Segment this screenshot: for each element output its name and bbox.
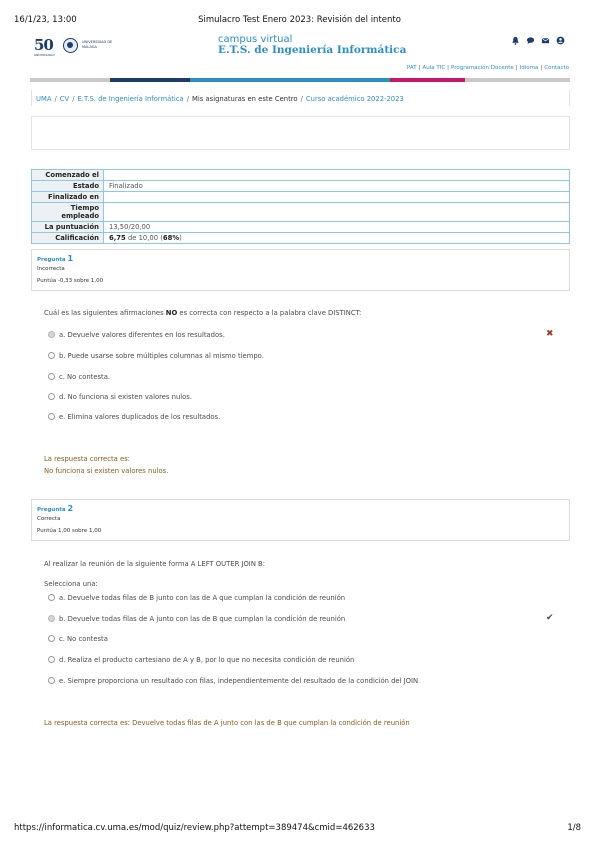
link-programacion-docente[interactable]: Programación Docente: [451, 65, 514, 71]
question-2-text: Al realizar la reunión de la siguiente forma A LEFT OUTER JOIN B:: [44, 560, 266, 568]
university-name: UNIVERSIDAD DE MÁLAGA: [82, 40, 113, 49]
anniversary-label: ANIVERSARIO: [34, 53, 55, 57]
question-1-option-a[interactable]: [48, 331, 225, 339]
question-2-number: [37, 504, 564, 513]
option-label: c. No contesta.: [59, 373, 111, 381]
link-aula-tic[interactable]: Aula TIC: [422, 65, 446, 71]
radio-button[interactable]: [48, 413, 55, 420]
question-2-option-d[interactable]: [48, 656, 354, 664]
campus-title[interactable]: campus virtual: [218, 34, 293, 45]
question-1-state: Incorrecta: [37, 266, 65, 272]
breadcrumb-separator: /: [300, 95, 303, 103]
summary-row: [32, 203, 570, 222]
breadcrumb-school[interactable]: E.T.S. de Ingeniería Informática: [77, 95, 184, 103]
grade-label: Calificación: [32, 233, 104, 244]
question-2-option-b[interactable]: [48, 615, 345, 623]
header-icons: [511, 36, 565, 45]
print-url: https://informatica.cv.uma.es/mod/quiz/review.php?attempt=389474&cmid=462633: [14, 823, 375, 833]
question-2-prompt: Selecciona una:: [44, 580, 98, 588]
question-2-state: Correcta: [37, 516, 61, 522]
link-separator: |: [447, 65, 450, 71]
radio-button[interactable]: [48, 594, 55, 601]
correct-mark-icon: ✔: [546, 613, 554, 623]
radio-button[interactable]: [48, 677, 55, 684]
option-label: b. Puede usarse sobre múltiples columnas al mismo tiempo.: [59, 352, 264, 360]
print-page-number: 1/8: [567, 823, 581, 833]
grade-percent: 68%: [162, 234, 180, 242]
summary-value: [104, 170, 570, 181]
radio-button[interactable]: [48, 656, 55, 663]
link-idioma[interactable]: Idioma: [519, 65, 539, 71]
summary-row: [32, 222, 570, 233]
question-1-text-start: Cuál es las siguientes afirmaciones: [44, 309, 164, 317]
question-2-feedback: La respuesta correcta es: Devuelve todas filas de A junto con las de B que cumplan la condición de reunión: [44, 719, 410, 727]
radio-button[interactable]: [48, 373, 55, 380]
summary-row-grade: [32, 233, 570, 244]
breadcrumb-divider: [569, 90, 570, 106]
summary-value: [104, 203, 570, 222]
breadcrumb-divider: [31, 90, 32, 106]
question-number-label: Pregunta: [37, 507, 66, 513]
color-bar-segment: [390, 78, 465, 82]
question-number: 2: [67, 504, 74, 513]
breadcrumb-separator: /: [72, 95, 75, 103]
question-1-text-emphasis: NO: [165, 309, 178, 317]
color-bar: [30, 78, 570, 82]
option-label: a. Devuelve valores diferentes en los resultados.: [59, 331, 225, 339]
university-logo[interactable]: [34, 36, 114, 60]
summary-row: [32, 181, 570, 192]
question-2-grade: Puntúa 1,00 sobre 1,00: [37, 528, 102, 534]
radio-button[interactable]: [48, 393, 55, 400]
anniversary-number: 50: [34, 36, 53, 54]
summary-row: [32, 170, 570, 181]
question-1-option-e[interactable]: [48, 413, 220, 421]
top-links: [407, 65, 569, 71]
question-1-text-end: es correcta con respecto a la palabra clave DISTINCT:: [179, 309, 362, 317]
breadcrumb-separator: /: [54, 95, 57, 103]
question-1-number: [37, 254, 564, 263]
question-1-text: [44, 309, 361, 317]
question-2-option-e[interactable]: [48, 677, 418, 685]
user-icon[interactable]: [556, 36, 565, 45]
option-label: d. Realiza el producto cartesiano de A y B, por lo que no necesita condición de reunión: [59, 656, 355, 664]
summary-label: Comenzado el: [32, 170, 104, 181]
print-header: [14, 15, 585, 27]
breadcrumb-uma[interactable]: UMA: [36, 95, 52, 103]
question-1-option-c[interactable]: [48, 373, 110, 381]
option-label: d. No funciona si existen valores nulos.: [59, 393, 193, 401]
radio-button[interactable]: [48, 352, 55, 359]
print-title: Simulacro Test Enero 2023: Revisión del intento: [198, 15, 401, 25]
mail-icon[interactable]: [541, 36, 550, 45]
question-2-option-a[interactable]: [48, 594, 345, 602]
breadcrumb-course-year[interactable]: Curso académico 2022-2023: [305, 95, 404, 103]
summary-label: Finalizado en: [32, 192, 104, 203]
question-1-option-b[interactable]: [48, 352, 264, 360]
question-1-feedback: [44, 453, 168, 477]
university-seal-icon: [63, 38, 78, 53]
option-label: c. No contesta: [59, 635, 108, 643]
grade-score: 6,75: [109, 234, 126, 242]
summary-label: La puntuación: [32, 222, 104, 233]
breadcrumb: [36, 95, 404, 103]
color-bar-segment: [190, 78, 390, 82]
radio-button[interactable]: [48, 635, 55, 642]
option-label: e. Elimina valores duplicados de los resultados.: [59, 413, 221, 421]
incorrect-mark-icon: ✖: [546, 329, 554, 339]
breadcrumb-my-subjects: Mis asignaturas en este Centro: [192, 95, 298, 103]
bell-icon[interactable]: [511, 36, 520, 45]
radio-button[interactable]: [48, 615, 55, 622]
print-date: 16/1/23, 13:00: [14, 15, 77, 25]
grade-of: de 10,00: [127, 234, 159, 242]
grade-value: 6,75 de 10,00 (68%): [104, 233, 570, 244]
radio-button[interactable]: [48, 331, 55, 338]
link-separator: |: [515, 65, 518, 71]
summary-label: Estado: [32, 181, 104, 192]
summary-row: [32, 192, 570, 203]
summary-label: Tiempo empleado: [32, 203, 104, 222]
question-2-option-c[interactable]: [48, 635, 108, 643]
question-1-option-d[interactable]: [48, 393, 192, 401]
option-label: a. Devuelve todas filas de B junto con las de A que cumplan la condición de reunión: [59, 594, 346, 602]
link-separator: |: [418, 65, 421, 71]
course-header-box: [31, 116, 570, 150]
question-2-info: [31, 499, 570, 541]
print-footer: [14, 823, 585, 835]
link-contacto[interactable]: Contacto: [544, 65, 569, 71]
summary-value: Finalizado: [104, 181, 570, 192]
option-label: b. Devuelve todas filas de A junto con las de B que cumplan la condición de reunión: [59, 615, 346, 623]
question-number: 1: [67, 254, 74, 263]
link-pat[interactable]: PAT: [406, 65, 417, 71]
color-bar-segment: [465, 78, 570, 82]
feedback-title: La respuesta correcta es:: [44, 455, 130, 463]
question-1-info: [31, 249, 570, 291]
feedback-answer: No funciona si existen valores nulos.: [44, 467, 169, 475]
option-label: e. Siempre proporciona un resultado con filas, independientemente del resultado de la condición del JOIN: [59, 677, 419, 685]
color-bar-segment: [30, 78, 110, 82]
question-number-label: Pregunta: [37, 257, 66, 263]
chat-icon[interactable]: [526, 36, 535, 45]
summary-value: 13,50/20,00: [104, 222, 570, 233]
school-title[interactable]: E.T.S. de Ingeniería Informática: [218, 44, 407, 56]
link-separator: |: [540, 65, 543, 71]
breadcrumb-cv[interactable]: CV: [59, 95, 70, 103]
summary-value: [104, 192, 570, 203]
attempt-summary-table: [31, 169, 570, 244]
question-1-grade: Puntúa -0,33 sobre 1,00: [37, 278, 104, 284]
breadcrumb-separator: /: [186, 95, 190, 103]
color-bar-segment: [110, 78, 190, 82]
